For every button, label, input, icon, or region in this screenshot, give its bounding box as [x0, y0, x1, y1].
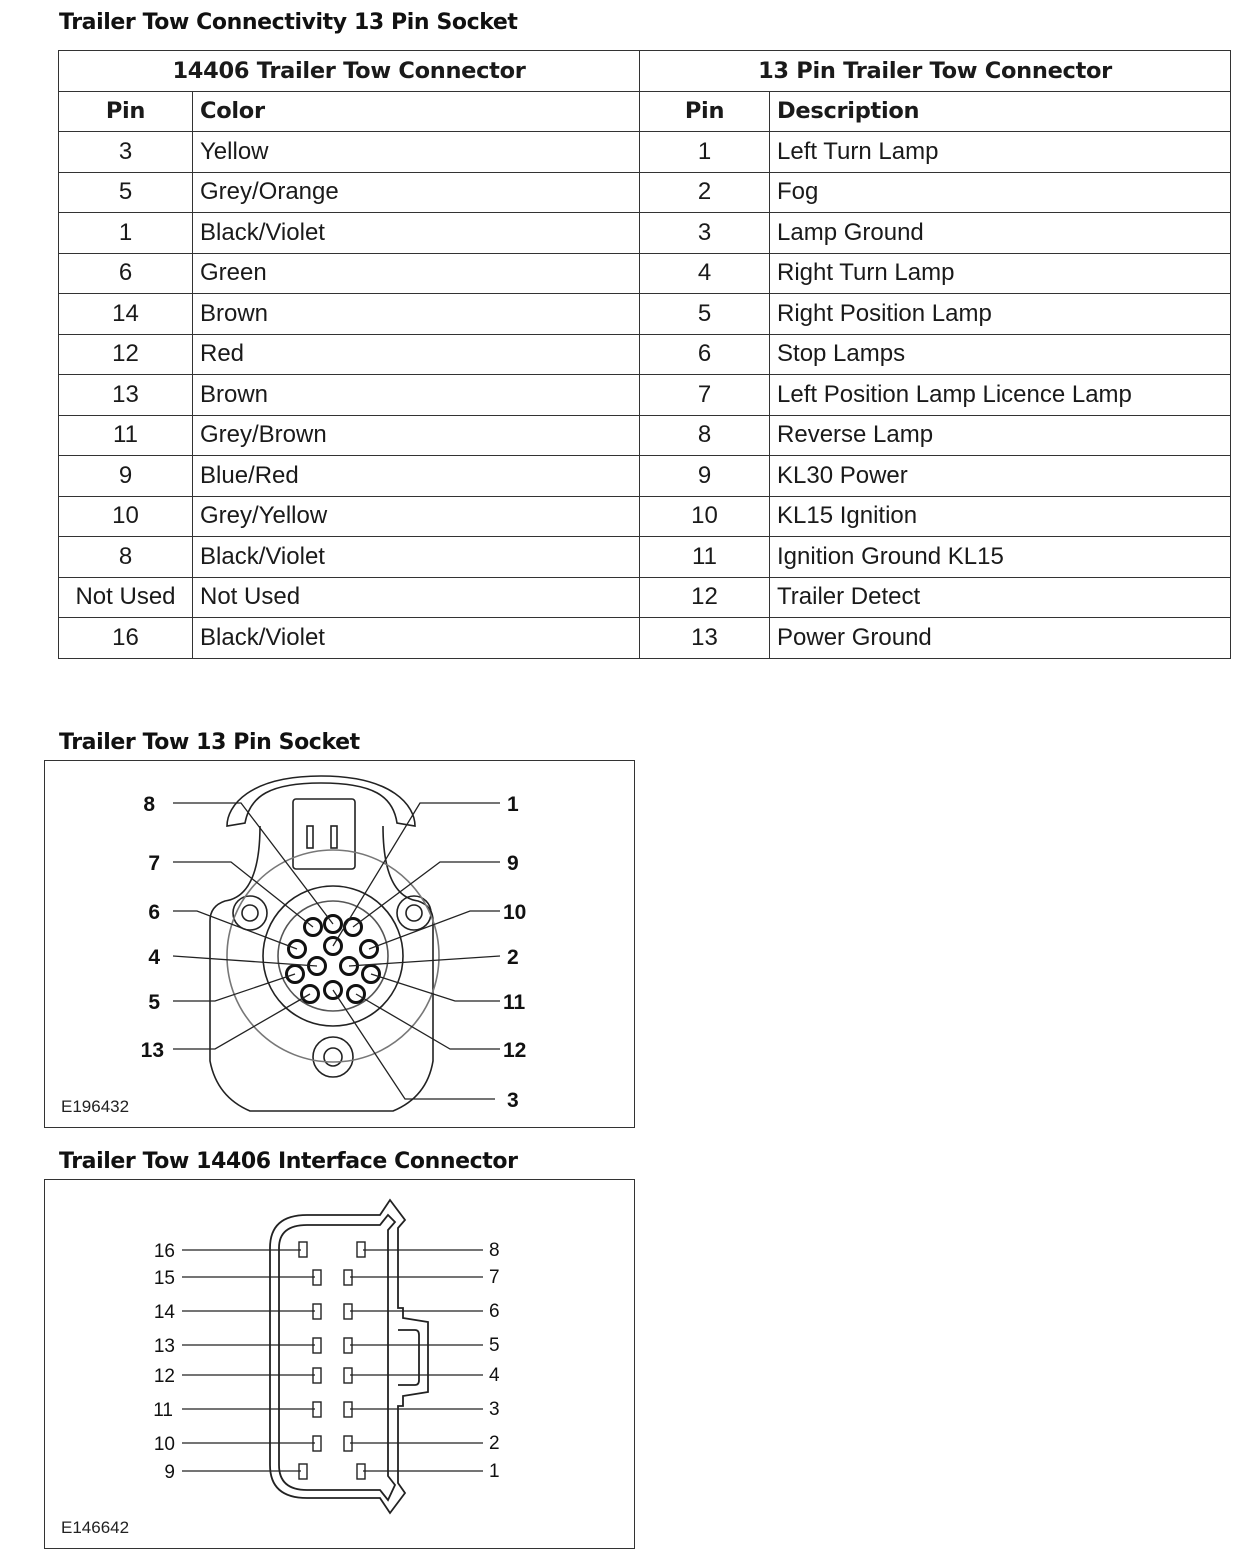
cell-pin-13pin: 5: [640, 294, 770, 335]
cell-pin-14406: 16: [59, 618, 193, 659]
iface-label-16: 16: [153, 1241, 175, 1262]
table-row: [59, 537, 1231, 578]
column-header-pin-13pin: Pin: [640, 91, 770, 132]
group-header-13pin: 13 Pin Trailer Tow Connector: [640, 51, 1231, 92]
cell-description: Lamp Ground: [770, 213, 1231, 254]
cell-pin-14406: 14: [59, 294, 193, 335]
cell-color: Grey/Orange: [193, 172, 640, 213]
table-row: [59, 334, 1231, 375]
socket-label-7: 7: [148, 852, 160, 875]
cell-pin-13pin: 7: [640, 375, 770, 416]
table-body: [59, 132, 1231, 659]
cell-color: Black/Violet: [193, 213, 640, 254]
cell-color: Brown: [193, 294, 640, 335]
interface-figure-code: E146642: [61, 1518, 130, 1537]
iface-label-2: 2: [489, 1433, 500, 1454]
cell-pin-14406: 1: [59, 213, 193, 254]
cell-pin-13pin: 11: [640, 537, 770, 578]
table-row: [59, 618, 1231, 659]
cell-description: Right Turn Lamp: [770, 253, 1231, 294]
cell-description: Stop Lamps: [770, 334, 1231, 375]
page-title: Trailer Tow Connectivity 13 Pin Socket: [59, 10, 518, 35]
cell-color: Grey/Yellow: [193, 496, 640, 537]
socket-label-5: 5: [148, 991, 160, 1014]
cell-pin-14406: 9: [59, 456, 193, 497]
iface-label-8: 8: [489, 1240, 500, 1261]
table-row: [59, 577, 1231, 618]
cell-description: Trailer Detect: [770, 577, 1231, 618]
cell-description: Power Ground: [770, 618, 1231, 659]
table-row: [59, 456, 1231, 497]
cell-description: Reverse Lamp: [770, 415, 1231, 456]
connector-housing: [270, 1200, 428, 1513]
interface-figure: [44, 1179, 635, 1549]
cell-pin-14406: 11: [59, 415, 193, 456]
iface-label-5: 5: [489, 1335, 500, 1356]
socket-label-13: 13: [140, 1039, 164, 1062]
cell-color: Black/Violet: [193, 537, 640, 578]
cell-pin-13pin: 10: [640, 496, 770, 537]
cell-description: Right Position Lamp: [770, 294, 1231, 335]
cell-pin-14406: 12: [59, 334, 193, 375]
iface-label-11: 11: [153, 1400, 173, 1421]
cell-pin-13pin: 2: [640, 172, 770, 213]
iface-label-14: 14: [153, 1302, 175, 1323]
cell-pin-14406: 13: [59, 375, 193, 416]
cell-description: Left Turn Lamp: [770, 132, 1231, 173]
cell-pin-14406: 10: [59, 496, 193, 537]
cell-description: Fog: [770, 172, 1231, 213]
socket-label-10: 10: [503, 901, 527, 924]
socket-label-11: 11: [503, 991, 526, 1014]
socket-cover: [227, 776, 415, 826]
socket-figure: [44, 760, 635, 1128]
cell-pin-13pin: 13: [640, 618, 770, 659]
cell-pin-13pin: 1: [640, 132, 770, 173]
cell-description: Ignition Ground KL15: [770, 537, 1231, 578]
pin-mapping-table: [58, 50, 1231, 659]
cell-pin-13pin: 8: [640, 415, 770, 456]
cell-description: Left Position Lamp Licence Lamp: [770, 375, 1231, 416]
cell-color: Grey/Brown: [193, 415, 640, 456]
cell-pin-14406: 5: [59, 172, 193, 213]
column-header-description: Description: [770, 91, 1231, 132]
iface-label-10: 10: [153, 1434, 175, 1455]
cell-color: Blue/Red: [193, 456, 640, 497]
cell-color: Black/Violet: [193, 618, 640, 659]
cell-pin-13pin: 9: [640, 456, 770, 497]
socket-figure-code: E196432: [61, 1097, 130, 1116]
table-row: [59, 375, 1231, 416]
iface-label-4: 4: [489, 1365, 500, 1386]
iface-label-15: 15: [153, 1268, 175, 1289]
cell-pin-13pin: 4: [640, 253, 770, 294]
column-header-color: Color: [193, 91, 640, 132]
table-column-header-row: [59, 91, 1231, 132]
cell-pin-13pin: 12: [640, 577, 770, 618]
cell-pin-14406: Not Used: [59, 577, 193, 618]
cell-color: Brown: [193, 375, 640, 416]
iface-label-3: 3: [489, 1399, 500, 1420]
cell-pin-14406: 6: [59, 253, 193, 294]
iface-label-13: 13: [153, 1336, 175, 1357]
cell-pin-14406: 3: [59, 132, 193, 173]
cell-color: Yellow: [193, 132, 640, 173]
table-row: [59, 213, 1231, 254]
socket-diagram: [45, 761, 636, 1129]
iface-label-1: 1: [489, 1461, 500, 1482]
socket-label-1: 1: [507, 793, 519, 816]
table-group-header-row: [59, 51, 1231, 92]
cell-color: Not Used: [193, 577, 640, 618]
table-row: [59, 132, 1231, 173]
column-header-pin-14406: Pin: [59, 91, 193, 132]
socket-label-6: 6: [148, 901, 160, 924]
socket-label-8: 8: [143, 793, 155, 816]
interface-figure-title: Trailer Tow 14406 Interface Connector: [59, 1149, 518, 1174]
cell-description: KL15 Ignition: [770, 496, 1231, 537]
connector-latch: [398, 1330, 419, 1385]
socket-label-9: 9: [507, 852, 519, 875]
socket-label-12: 12: [503, 1039, 527, 1062]
socket-pins: [287, 916, 380, 1003]
group-header-14406: 14406 Trailer Tow Connector: [59, 51, 640, 92]
cell-pin-13pin: 6: [640, 334, 770, 375]
cell-color: Green: [193, 253, 640, 294]
table-row: [59, 415, 1231, 456]
table-row: [59, 496, 1231, 537]
socket-label-4: 4: [148, 946, 160, 969]
cell-description: KL30 Power: [770, 456, 1231, 497]
cell-pin-13pin: 3: [640, 213, 770, 254]
iface-label-9: 9: [164, 1462, 175, 1483]
socket-label-3: 3: [507, 1089, 519, 1112]
cell-pin-14406: 8: [59, 537, 193, 578]
socket-label-2: 2: [507, 946, 519, 969]
iface-label-6: 6: [489, 1301, 500, 1322]
iface-label-7: 7: [489, 1267, 500, 1288]
iface-label-12: 12: [153, 1366, 175, 1387]
table-row: [59, 172, 1231, 213]
socket-figure-title: Trailer Tow 13 Pin Socket: [59, 730, 360, 755]
table-row: [59, 294, 1231, 335]
cell-color: Red: [193, 334, 640, 375]
table-row: [59, 253, 1231, 294]
interface-diagram: [45, 1180, 636, 1550]
